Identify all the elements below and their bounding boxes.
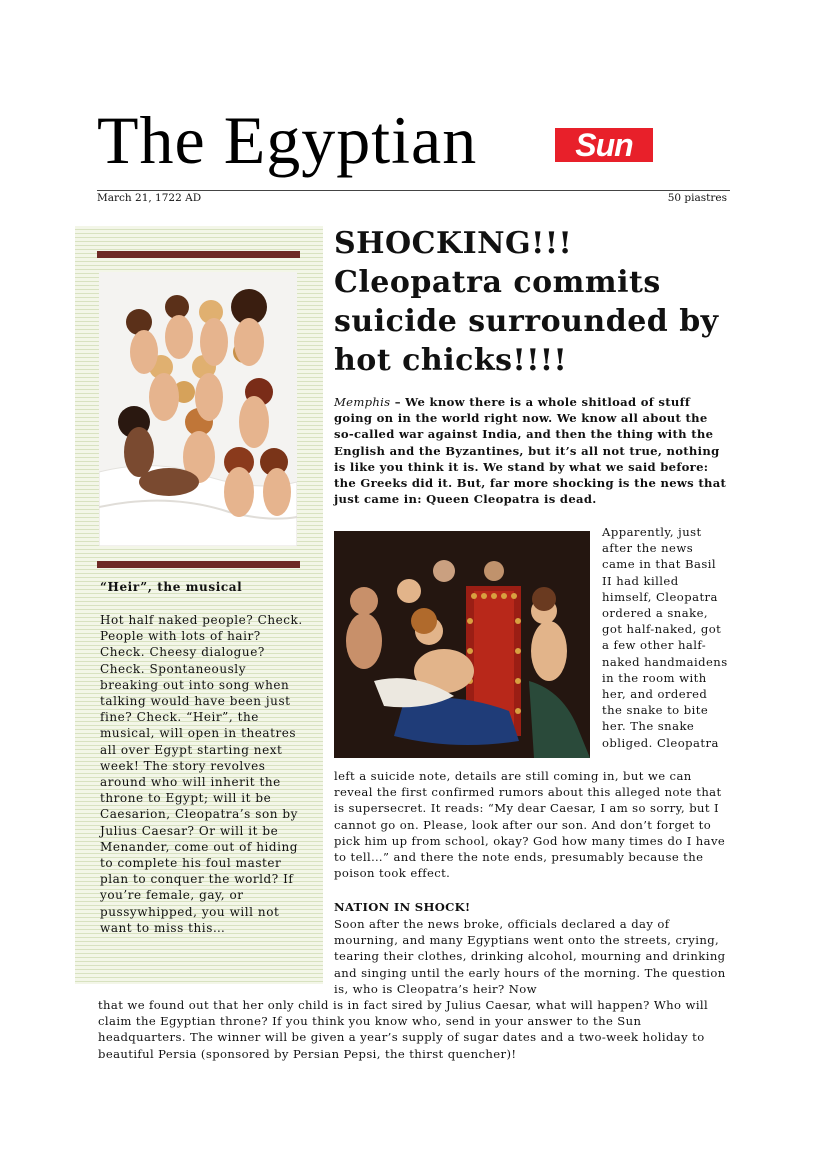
article-lead <box>334 394 729 507</box>
cleopatra-painting <box>334 531 590 758</box>
article-headline: SHOCKING!!! Cleopatra commits suicide surrounded by hot chicks!!!! <box>334 226 719 378</box>
sidebar-top-rule <box>97 251 300 258</box>
issue-date: March 21, 1722 AD <box>97 192 202 204</box>
lead-text: We know there is a whole shitload of stuff going on in the world right now. We know all about the so-called war against India, and then the thing with the English and the Byzantines, but it’s all not true, nothing is like you think it is. We stand by what we said before: the Greeks did it. But, far more shocking is the news that just came in: Queen Cleopatra is dead. <box>334 395 727 507</box>
dateline-place: Memphis <box>334 395 391 409</box>
article-subheading: NATION IN SHOCK! <box>334 900 471 914</box>
issue-price: 50 piastres <box>667 192 727 204</box>
article-continued-text: left a suicide note, details are still coming in, but we can reveal the first confirmed rumors about this alleged note that is supersecret. It reads: “My dear Caesar, I am so sorry, but I cannot go on. Please, look after our son. And don’t forget to pick him up from school, okay? God how many times do I have to tell…” and there the note ends, presumably because the poison took effect. <box>334 769 726 881</box>
masthead-divider <box>97 190 730 191</box>
musical-cast-photo <box>99 272 297 546</box>
newspaper-title: The Egyptian <box>97 102 478 178</box>
sidebar-text: Hot half naked people? Check. People with lots of hair? Check. Cheesy dialogue? Check. Spontaneously breaking out into song when talking would have been just fine? Check. “Heir”, the musical, will open in theatres all over Egypt starting next week! The story revolves around who will inherit the throne to Egypt; will it be Caesarion, Cleopatra’s son by Julius Caesar? Or will it be Menander, come out of hiding to complete his foul master plan to conquer the world? If you’re female, gay, or pussywhipped, you will not want to miss this… <box>100 613 303 935</box>
article-side-column: Apparently, just after the news came in that Basil II had killed himself, Cleopatra ordered a snake, got half-naked, got a few other half-naked handmaidens in the room with her, and ordered the snake to bite her. The snake obliged. Cleopatra <box>602 525 728 750</box>
sidebar-title: “Heir”, the musical <box>100 580 243 594</box>
article-closing-text: that we found out that her only child is in fact sired by Julius Caesar, what will happen? Who will claim the Egyptian throne? If you think you know who, send in your answer to the Sun headquarters. The winner will be given a year’s supply of sugar dates and a two-week holiday to beautiful Persia (sponsored by Persian Pepsi, the thirst quencher)! <box>98 998 709 1061</box>
dateline-dash: – <box>390 395 406 409</box>
sidebar-bottom-rule <box>97 561 300 568</box>
sun-logo: Sun <box>555 128 653 162</box>
article-subsection-text: Soon after the news broke, officials declared a day of mourning, and many Egyptians went onto the streets, crying, tearing their clothes, drinking alcohol, mourning and drinking and singing until the early hours of the morning. The question is, who is Cleopatra’s heir? Now <box>334 917 726 996</box>
